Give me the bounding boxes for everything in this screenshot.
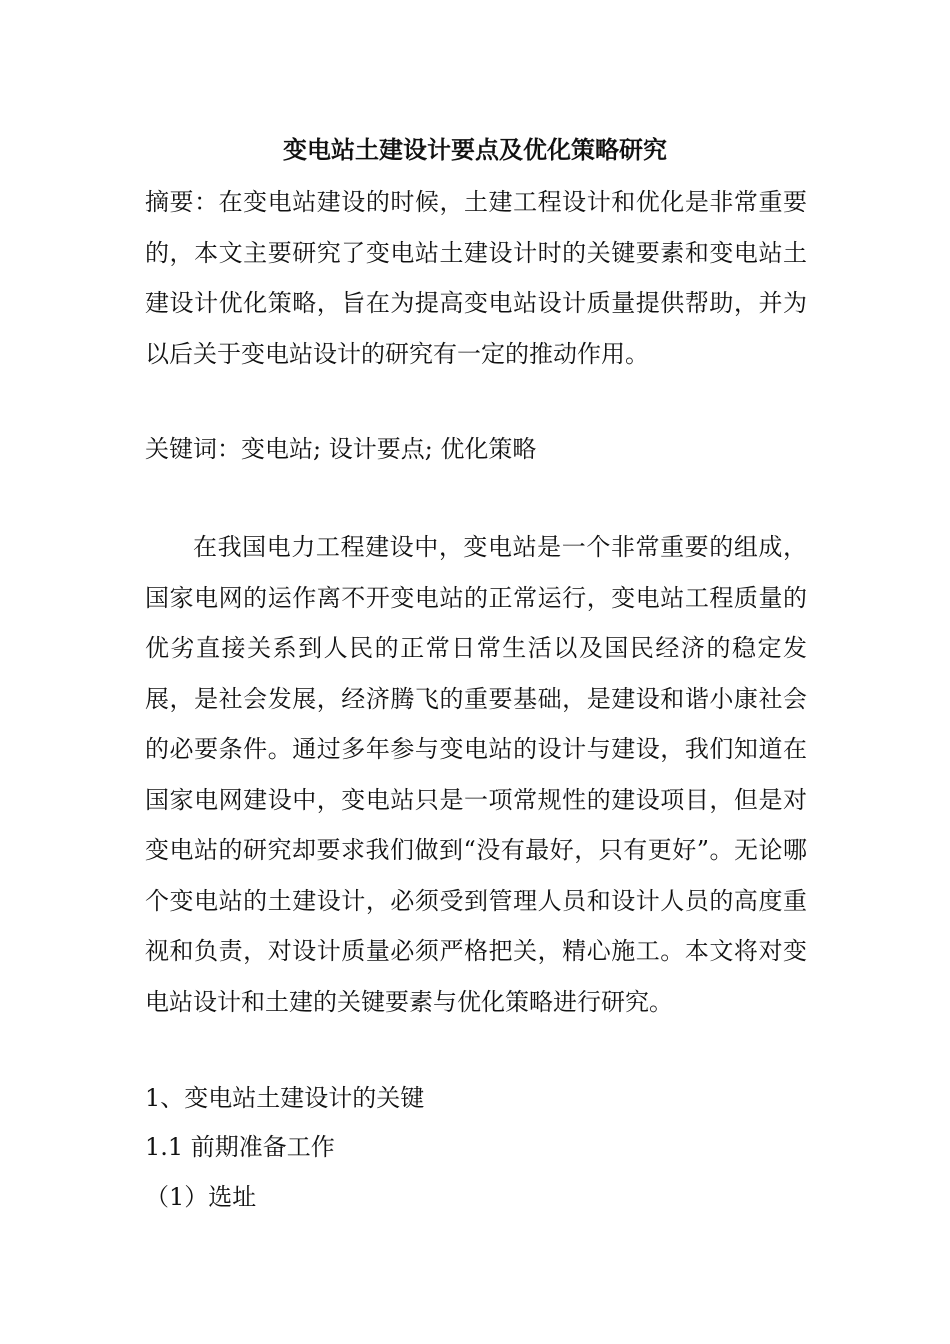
paper-title: 变电站土建设计要点及优化策略研究	[283, 135, 667, 164]
keywords-line: 关键词：变电站; 设计要点; 优化策略	[145, 435, 537, 463]
list-item-site-selection: （1）选址	[145, 1183, 257, 1211]
subsection-heading-1-1: 1.1 前期准备工作	[145, 1133, 335, 1161]
abstract-paragraph: 摘要：在变电站建设的时候，土建工程设计和优化是非常重要的，本文主要研究了变电站土建设计时的关键要素和变电站土建设计优化策略，旨在为提高变电站设计质量提供帮助，并为以后关于变电站设计的研究有一定的推动作用。	[145, 188, 807, 368]
intro-paragraph: 在我国电力工程建设中，变电站是一个非常重要的组成，国家电网的运作离不开变电站的正常运行，变电站工程质量的优劣直接关系到人民的正常日常生活以及国民经济的稳定发展，是社会发展，经济腾飞的重要基础，是建设和谐小康社会的必要条件。通过多年参与变电站的设计与建设，我们知道在国家电网建设中，变电站只是一项常规性的建设项目，但是对变电站的研究却要求我们做到“没有最好，只有更好”。无论哪个变电站的土建设计，必须受到管理人员和设计人员的高度重视和负责，对设计质量必须严格把关，精心施工。本文将对变电站设计和土建的关键要素与优化策略进行研究。	[145, 533, 807, 1016]
section-heading-1: 1、变电站土建设计的关键	[145, 1084, 425, 1112]
